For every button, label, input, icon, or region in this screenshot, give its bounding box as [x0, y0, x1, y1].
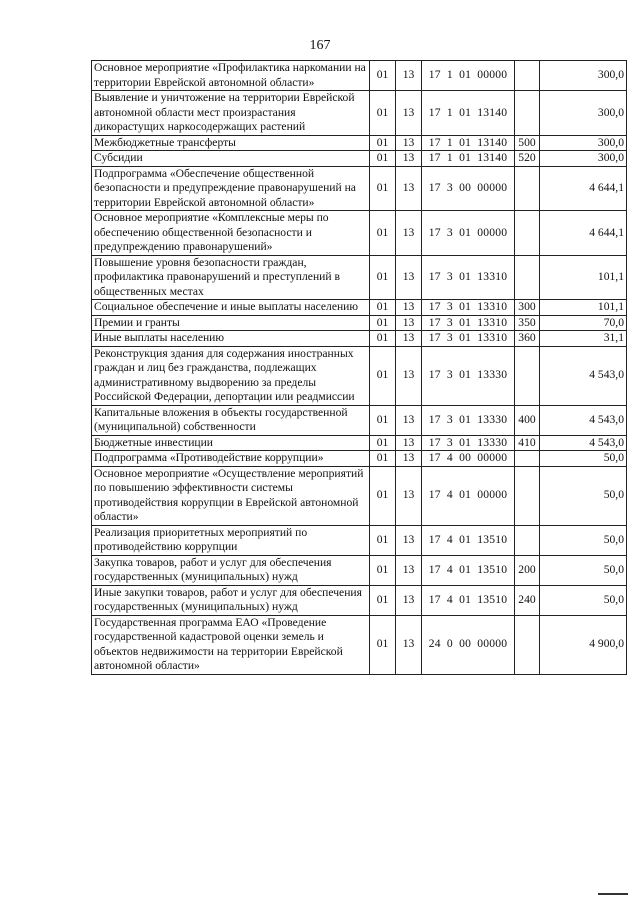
table-row [92, 315, 627, 331]
row-name-cell: Выявление и уничтожение на территории Еврейской автономной области мест произрастания дикорастущих наркосодержащих растений [92, 91, 370, 136]
row-name-cell: Реализация приоритетных мероприятий по противодействию коррупции [92, 525, 370, 555]
row-amount-cell: 300,0 [540, 61, 627, 91]
row-name-cell: Реконструкция здания для содержания иностранных граждан и лиц без гражданства, подлежащих административному выдворению за пределы Российской Федерации, депортации или реадмиссии [92, 346, 370, 405]
row-expense-type-cell: 300 [515, 300, 540, 316]
row-target-article-cell: 17 1 01 00000 [422, 61, 515, 91]
row-section-code-cell: 01 [370, 615, 396, 674]
row-amount-cell: 300,0 [540, 91, 627, 136]
row-section-code-cell: 01 [370, 211, 396, 256]
row-amount-cell: 50,0 [540, 585, 627, 615]
table-row [92, 135, 627, 151]
row-amount-cell: 50,0 [540, 466, 627, 525]
row-name-cell: Премии и гранты [92, 315, 370, 331]
row-subsection-code-cell: 13 [396, 405, 422, 435]
row-subsection-code-cell: 13 [396, 151, 422, 167]
row-name-cell: Межбюджетные трансферты [92, 135, 370, 151]
row-section-code-cell: 01 [370, 315, 396, 331]
row-subsection-code-cell: 13 [396, 585, 422, 615]
row-subsection-code-cell: 13 [396, 91, 422, 136]
row-target-article-cell: 17 3 01 13310 [422, 255, 515, 300]
row-amount-cell: 101,1 [540, 255, 627, 300]
row-target-article-cell: 17 3 01 13310 [422, 331, 515, 347]
row-expense-type-cell [515, 615, 540, 674]
row-subsection-code-cell: 13 [396, 61, 422, 91]
row-target-article-cell: 24 0 00 00000 [422, 615, 515, 674]
table-row [92, 585, 627, 615]
table-row [92, 91, 627, 136]
row-subsection-code-cell: 13 [396, 451, 422, 467]
row-name-cell: Государственная программа ЕАО «Проведение государственной кадастровой оценки земель и объектов недвижимости на территории Еврейской автономной области» [92, 615, 370, 674]
row-amount-cell: 50,0 [540, 451, 627, 467]
row-subsection-code-cell: 13 [396, 211, 422, 256]
row-expense-type-cell [515, 91, 540, 136]
table-row [92, 435, 627, 451]
row-name-cell: Основное мероприятие «Профилактика наркомании на территории Еврейской автономной области» [92, 61, 370, 91]
row-section-code-cell: 01 [370, 135, 396, 151]
row-name-cell: Бюджетные инвестиции [92, 435, 370, 451]
row-section-code-cell: 01 [370, 331, 396, 347]
row-expense-type-cell [515, 451, 540, 467]
row-section-code-cell: 01 [370, 91, 396, 136]
row-target-article-cell: 17 3 01 13330 [422, 435, 515, 451]
table-row [92, 555, 627, 585]
row-amount-cell: 300,0 [540, 151, 627, 167]
row-expense-type-cell [515, 525, 540, 555]
table-row [92, 525, 627, 555]
budget-table-body [92, 61, 627, 675]
row-target-article-cell: 17 3 01 13310 [422, 300, 515, 316]
row-section-code-cell: 01 [370, 435, 396, 451]
row-amount-cell: 4 543,0 [540, 435, 627, 451]
row-section-code-cell: 01 [370, 405, 396, 435]
row-name-cell: Субсидии [92, 151, 370, 167]
row-subsection-code-cell: 13 [396, 346, 422, 405]
table-row [92, 300, 627, 316]
row-amount-cell: 4 644,1 [540, 166, 627, 211]
table-row [92, 451, 627, 467]
row-expense-type-cell [515, 255, 540, 300]
row-section-code-cell: 01 [370, 151, 396, 167]
row-section-code-cell: 01 [370, 166, 396, 211]
row-section-code-cell: 01 [370, 555, 396, 585]
row-expense-type-cell: 360 [515, 331, 540, 347]
row-section-code-cell: 01 [370, 466, 396, 525]
table-row [92, 151, 627, 167]
row-target-article-cell: 17 4 01 13510 [422, 585, 515, 615]
row-subsection-code-cell: 13 [396, 135, 422, 151]
bottom-right-rule [598, 893, 628, 895]
row-subsection-code-cell: 13 [396, 300, 422, 316]
row-subsection-code-cell: 13 [396, 315, 422, 331]
row-target-article-cell: 17 4 01 13510 [422, 525, 515, 555]
row-section-code-cell: 01 [370, 300, 396, 316]
row-expense-type-cell [515, 166, 540, 211]
row-amount-cell: 4 644,1 [540, 211, 627, 256]
row-expense-type-cell [515, 466, 540, 525]
row-name-cell: Закупка товаров, работ и услуг для обеспечения государственных (муниципальных) нужд [92, 555, 370, 585]
row-amount-cell: 31,1 [540, 331, 627, 347]
row-subsection-code-cell: 13 [396, 435, 422, 451]
row-section-code-cell: 01 [370, 585, 396, 615]
row-section-code-cell: 01 [370, 255, 396, 300]
row-expense-type-cell: 410 [515, 435, 540, 451]
row-subsection-code-cell: 13 [396, 525, 422, 555]
row-amount-cell: 4 543,0 [540, 405, 627, 435]
row-target-article-cell: 17 4 01 00000 [422, 466, 515, 525]
row-name-cell: Иные закупки товаров, работ и услуг для обеспечения государственных (муниципальных) нужд [92, 585, 370, 615]
row-name-cell: Капитальные вложения в объекты государственной (муниципальной) собственности [92, 405, 370, 435]
row-target-article-cell: 17 4 00 00000 [422, 451, 515, 467]
table-row [92, 211, 627, 256]
row-amount-cell: 101,1 [540, 300, 627, 316]
row-amount-cell: 4 900,0 [540, 615, 627, 674]
row-subsection-code-cell: 13 [396, 166, 422, 211]
row-expense-type-cell [515, 211, 540, 256]
row-amount-cell: 70,0 [540, 315, 627, 331]
row-section-code-cell: 01 [370, 346, 396, 405]
row-subsection-code-cell: 13 [396, 255, 422, 300]
row-target-article-cell: 17 1 01 13140 [422, 135, 515, 151]
table-row [92, 255, 627, 300]
table-row [92, 331, 627, 347]
row-name-cell: Повышение уровня безопасности граждан, профилактика правонарушений и преступлений в общественных местах [92, 255, 370, 300]
row-target-article-cell: 17 1 01 13140 [422, 91, 515, 136]
row-name-cell: Подпрограмма «Противодействие коррупции» [92, 451, 370, 467]
page-number: 167 [309, 38, 331, 53]
row-amount-cell: 300,0 [540, 135, 627, 151]
row-expense-type-cell: 350 [515, 315, 540, 331]
row-target-article-cell: 17 4 01 13510 [422, 555, 515, 585]
row-section-code-cell: 01 [370, 451, 396, 467]
budget-table [91, 60, 627, 675]
row-subsection-code-cell: 13 [396, 466, 422, 525]
table-row [92, 61, 627, 91]
row-target-article-cell: 17 3 01 13310 [422, 315, 515, 331]
row-amount-cell: 4 543,0 [540, 346, 627, 405]
row-subsection-code-cell: 13 [396, 331, 422, 347]
row-name-cell: Основное мероприятие «Осуществление мероприятий по повышению эффективности системы противодействия коррупции в Еврейской автономной области» [92, 466, 370, 525]
row-amount-cell: 50,0 [540, 525, 627, 555]
row-expense-type-cell: 400 [515, 405, 540, 435]
row-subsection-code-cell: 13 [396, 555, 422, 585]
table-row [92, 346, 627, 405]
row-target-article-cell: 17 3 01 00000 [422, 211, 515, 256]
table-row [92, 405, 627, 435]
row-section-code-cell: 01 [370, 61, 396, 91]
row-section-code-cell: 01 [370, 525, 396, 555]
row-name-cell: Подпрограмма «Обеспечение общественной безопасности и предупреждение правонарушений на территории Еврейской автономной области» [92, 166, 370, 211]
row-target-article-cell: 17 3 01 13330 [422, 346, 515, 405]
row-target-article-cell: 17 3 00 00000 [422, 166, 515, 211]
table-row [92, 615, 627, 674]
row-expense-type-cell: 520 [515, 151, 540, 167]
row-expense-type-cell [515, 346, 540, 405]
row-subsection-code-cell: 13 [396, 615, 422, 674]
row-expense-type-cell: 500 [515, 135, 540, 151]
table-row [92, 166, 627, 211]
row-amount-cell: 50,0 [540, 555, 627, 585]
row-expense-type-cell: 240 [515, 585, 540, 615]
row-name-cell: Иные выплаты населению [92, 331, 370, 347]
row-expense-type-cell [515, 61, 540, 91]
row-name-cell: Социальное обеспечение и иные выплаты населению [92, 300, 370, 316]
row-name-cell: Основное мероприятие «Комплексные меры по обеспечению общественной безопасности и предупреждению правонарушений» [92, 211, 370, 256]
table-row [92, 466, 627, 525]
row-expense-type-cell: 200 [515, 555, 540, 585]
row-target-article-cell: 17 3 01 13330 [422, 405, 515, 435]
row-target-article-cell: 17 1 01 13140 [422, 151, 515, 167]
